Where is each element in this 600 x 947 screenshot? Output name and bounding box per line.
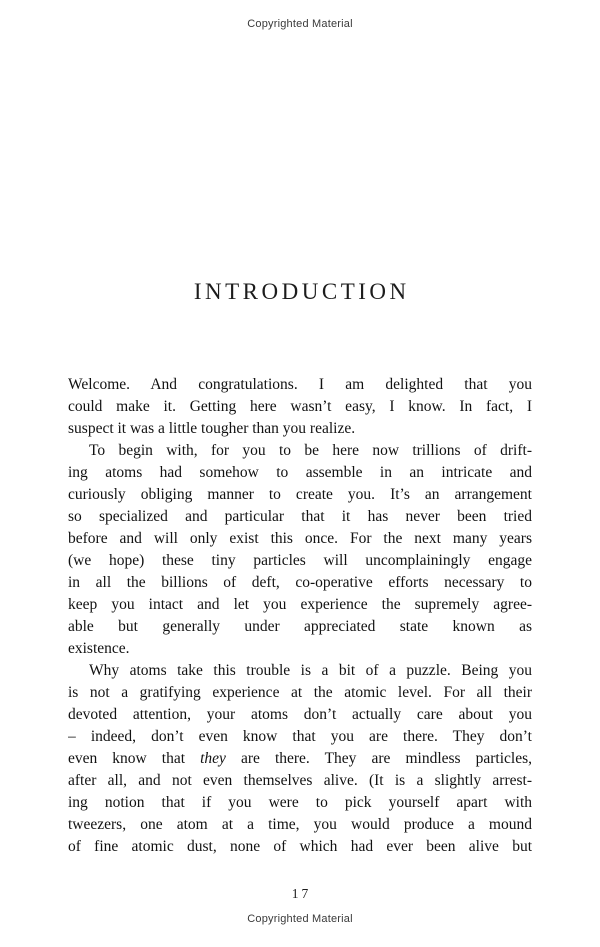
text-line: existence. [68, 640, 130, 657]
text-line: To begin with, for you to be here now trillions of drift- [89, 442, 532, 459]
text-line: curiously obliging manner to create you. It’s an arrangement [68, 486, 532, 503]
text-line [68, 748, 532, 770]
text-line: ing atoms had somehow to assemble in an intricate and [68, 464, 532, 481]
paragraph [68, 440, 532, 660]
chapter-title: INTRODUCTION [193, 279, 410, 304]
text-line: keep you intact and let you experience the supremely agree- [68, 596, 532, 613]
text-line: after all, and not even themselves alive. (It is a slightly arrest- [68, 772, 532, 789]
text-line: could make it. Getting here wasn’t easy, I know. In fact, I [68, 398, 532, 415]
text-line: before and will only exist this once. For the next many years [68, 530, 532, 547]
text-line: – indeed, don’t even know that you are there. They don’t [68, 728, 532, 745]
text-line: Why atoms take this trouble is a bit of a puzzle. Being you [89, 662, 532, 679]
text-line: able but generally under appreciated state known as [68, 618, 532, 635]
text-line: is not a gratifying experience at the atomic level. For all their [68, 684, 532, 701]
italic-text: they [200, 750, 226, 767]
body-text [68, 374, 532, 858]
text-line: in all the billions of deft, co-operative efforts necessary to [68, 574, 532, 591]
paragraph [68, 374, 532, 440]
paragraph [68, 660, 532, 858]
text-line: of fine atomic dust, none of which had ever been alive but [68, 838, 532, 855]
page-number: 17 [291, 886, 312, 901]
text-line: so specialized and particular that it has never been tried [68, 508, 532, 525]
text-line: (we hope) these tiny particles will uncomplainingly engage [68, 552, 532, 569]
text-line: suspect it was a little tougher than you realize. [68, 420, 356, 437]
text-line: Welcome. And congratulations. I am delighted that you [68, 376, 532, 393]
text-segment: even know that [68, 750, 201, 767]
text-line: ing notion that if you were to pick yourself apart with [68, 794, 532, 811]
copyright-notice-top: Copyrighted Material [247, 18, 353, 30]
text-line: tweezers, one atom at a time, you would produce a mound [68, 816, 532, 833]
text-line: devoted attention, your atoms don’t actually care about you [68, 706, 532, 723]
copyright-notice-bottom: Copyrighted Material [247, 913, 353, 925]
text-segment: are there. They are mindless particles, [225, 750, 532, 767]
